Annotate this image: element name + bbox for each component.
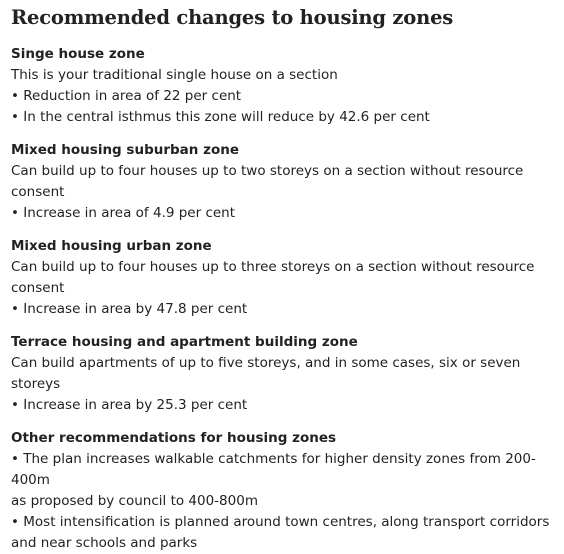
section-bullet-line: • Increase in area by 47.8 per cent (11, 301, 248, 317)
section-bullet-line: • Increase in area by 25.3 per cent (11, 397, 248, 413)
section-bullet-line: • Reduction in area of 22 per cent (11, 88, 242, 104)
section-single-house-zone (11, 44, 559, 128)
section-mixed-housing-urban-zone (11, 236, 559, 320)
page-title: Recommended changes to housing zones (11, 6, 454, 29)
section-heading: Other recommendations for housing zones (11, 430, 337, 446)
section-text-line: Can build up to four houses up to three storeys on a section without resource (11, 259, 535, 275)
section-heading: Terrace housing and apartment building zone (11, 334, 358, 350)
section-heading: Mixed housing suburban zone (11, 142, 239, 158)
section-text-line: as proposed by council to 400-800m (11, 493, 258, 509)
section-bullet-line: • In the central isthmus this zone will reduce by 42.6 per cent (11, 109, 430, 125)
section-text-line: consent (11, 280, 65, 296)
section-heading: Mixed housing urban zone (11, 238, 212, 254)
section-text-line: Can build apartments of up to five storeys, and in some cases, six or seven storeys (11, 355, 521, 392)
section-text-line: This is your traditional single house on a section (11, 67, 338, 83)
section-bullet-line: • The plan increases walkable catchments for higher density zones from 200-400m (11, 451, 536, 488)
section-text-line: consent (11, 184, 65, 200)
section-text-line: and near schools and parks (11, 535, 198, 551)
article-infobox (11, 6, 559, 554)
section-other-recommendations (11, 428, 559, 554)
section-bullet-line: • Increase in area of 4.9 per cent (11, 205, 236, 221)
section-text-line: Can build up to four houses up to two storeys on a section without resource (11, 163, 524, 179)
section-bullet-line: • Most intensification is planned around town centres, along transport corridors (11, 514, 550, 530)
section-terrace-housing-apartment-zone (11, 332, 559, 416)
section-heading: Singe house zone (11, 46, 145, 62)
section-mixed-housing-suburban-zone (11, 140, 559, 224)
